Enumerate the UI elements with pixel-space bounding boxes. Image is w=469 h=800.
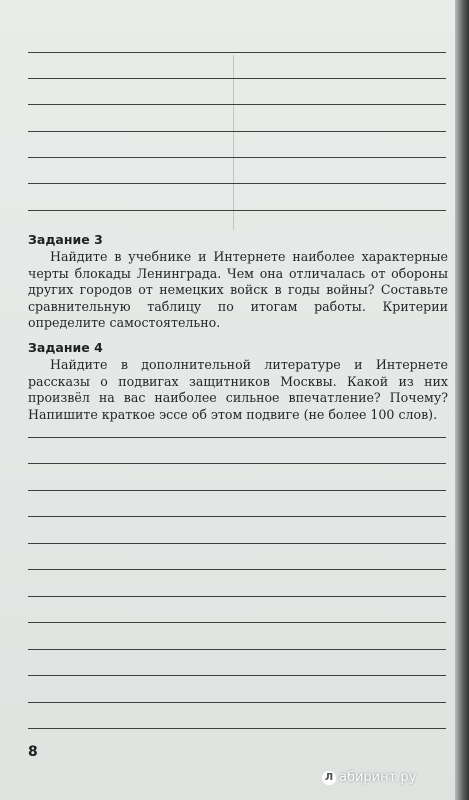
answer-line bbox=[28, 78, 446, 79]
answer-line bbox=[28, 596, 446, 597]
answer-line bbox=[28, 516, 446, 517]
answer-line bbox=[28, 649, 446, 650]
answer-line bbox=[28, 463, 446, 464]
answer-line bbox=[28, 104, 446, 105]
answer-line bbox=[28, 675, 446, 676]
answer-line bbox=[28, 622, 446, 623]
answer-line bbox=[28, 543, 446, 544]
answer-line bbox=[28, 131, 446, 132]
bleed-through-table bbox=[28, 55, 448, 230]
labirint-logo-icon: Л bbox=[322, 771, 336, 785]
book-spine-shadow bbox=[455, 0, 469, 800]
answer-line bbox=[28, 490, 446, 491]
task-4-text: Найдите в дополнительной литературе и Интернете рассказы о подвигах защитников Москвы. Какой из них произвёл на вас наиболее сильное впечатление? Почему? Напишите краткое эссе об этом подвиге (не более 100 слов). bbox=[28, 357, 448, 422]
task-3-title: Задание 3 bbox=[28, 232, 103, 247]
answer-line bbox=[28, 210, 446, 211]
watermark-text: абиринт.ру bbox=[339, 770, 417, 785]
answer-line bbox=[28, 437, 446, 438]
answer-line bbox=[28, 52, 446, 53]
answer-line bbox=[28, 702, 446, 703]
answer-line bbox=[28, 157, 446, 158]
labirint-watermark bbox=[322, 770, 416, 785]
task-4-title: Задание 4 bbox=[28, 340, 103, 355]
answer-line bbox=[28, 728, 446, 729]
page-number: 8 bbox=[28, 744, 38, 760]
answer-line bbox=[28, 569, 446, 570]
answer-line bbox=[28, 183, 446, 184]
task-3-text: Найдите в учебнике и Интернете наиболее характерные черты блокады Ленинграда. Чем она отличалась от обороны других городов от немецких войск в годы войны? Составьте сравнительную таблицу по итогам работы. Критерии определите самостоятельно. bbox=[28, 249, 448, 331]
